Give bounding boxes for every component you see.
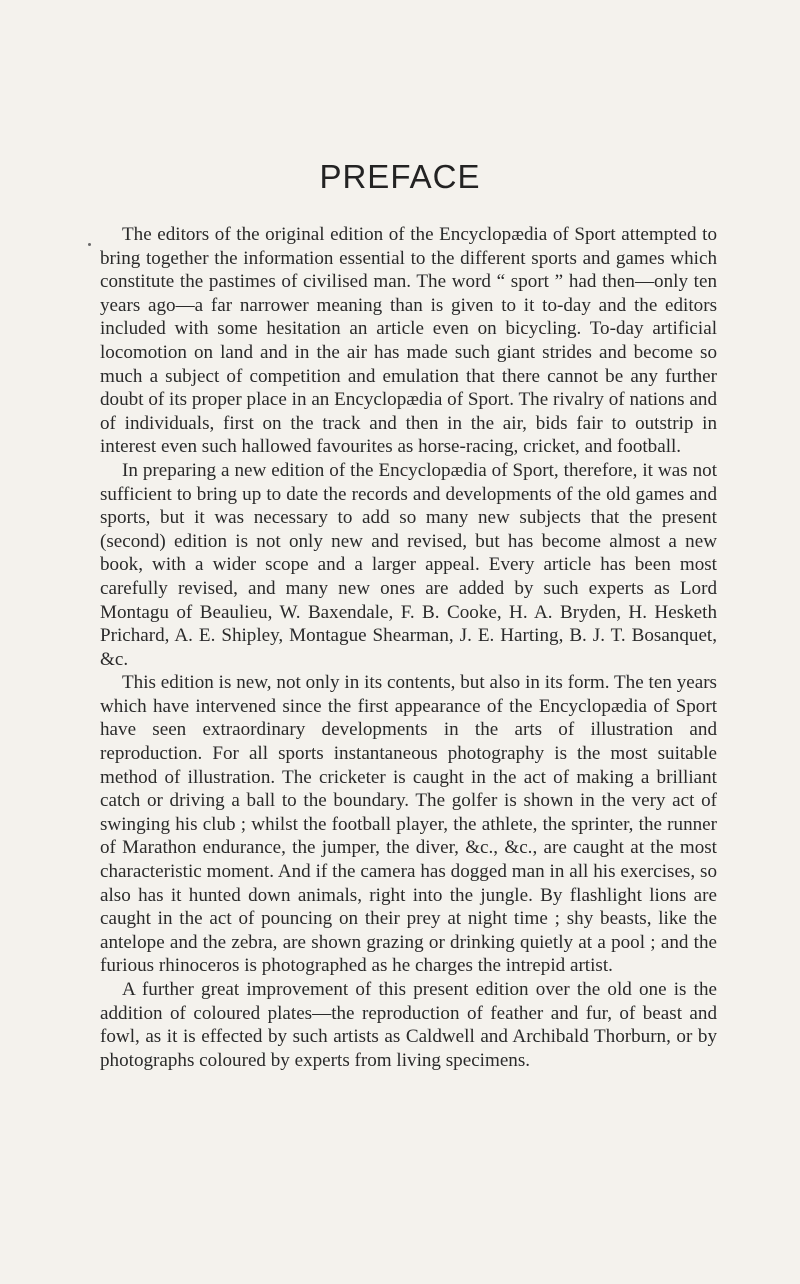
- paragraph-1: The editors of the original edition of the Encyclopædia of Sport attempted to bring together the information essential to the different sports and games which constitute the pastimes of civilised man. The word “ sport ” had then—only ten years ago—a far narrower meaning than is given to it to-day and the editors included with some hesitation an article even on bicycling. To-day artificial locomotion on land and in the air has made such giant strides and become so much a subject of competition and emulation that there cannot be any further doubt of its proper place in an Encyclopædia of Sport. The rivalry of nations and of individuals, first on the track and then in the air, bids fair to outstrip in interest even such hallowed favourites as horse-racing, cricket, and football.: [100, 224, 717, 458]
- paragraph-4: A further great improvement of this present edition over the old one is the addition of coloured plates—the reproduction of feather and fur, of beast and fowl, as it is effected by such artists as Caldwell and Archibald Thorburn, or by photographs coloured by experts from living specimens.: [100, 979, 717, 1071]
- paragraph-3: This edition is new, not only in its contents, but also in its form. The ten years which have intervened since the first appearance of the Encyclopædia of Sport have seen extraordinary developments in the arts of illustration and reproduction. For all sports instantaneous photography is the most suitable method of illustration. The cricketer is caught in the act of making a brilliant catch or driving a ball to the boundary. The golfer is shown in the very act of swinging his club ; whilst the football player, the athlete, the sprinter, the runner of Marathon endurance, the jumper, the diver, &c., &c., are caught at the most characteristic moment. And if the camera has dogged man in all his exercises, so also has it hunted down animals, right into the jungle. By flashlight lions are caught in the act of pouncing on their prey at night time ; shy beasts, like the antelope and the zebra, are shown grazing or drinking quietly at a pool ; and the furious rhinoceros is photographed as he charges the intrepid artist.: [100, 672, 717, 977]
- margin-mark: [88, 243, 91, 246]
- preface-body: [100, 223, 717, 1072]
- page-title: PREFACE: [319, 158, 481, 195]
- paragraph-2: In preparing a new edition of the Encyclopædia of Sport, therefore, it was not sufficient to bring up to date the records and developments of the old games and sports, but it was necessary to add so many new subjects that the present (second) edition is not only new and revised, but has become almost a new book, with a wider scope and a larger appeal. Every article has been most carefully revised, and many new ones are added by such experts as Lord Montagu of Beaulieu, W. Baxendale, F. B. Cooke, H. A. Bryden, H. Hesketh Prichard, A. E. Shipley, Montague Shearman, J. E. Harting, B. J. T. Bosanquet, &c.: [100, 459, 717, 670]
